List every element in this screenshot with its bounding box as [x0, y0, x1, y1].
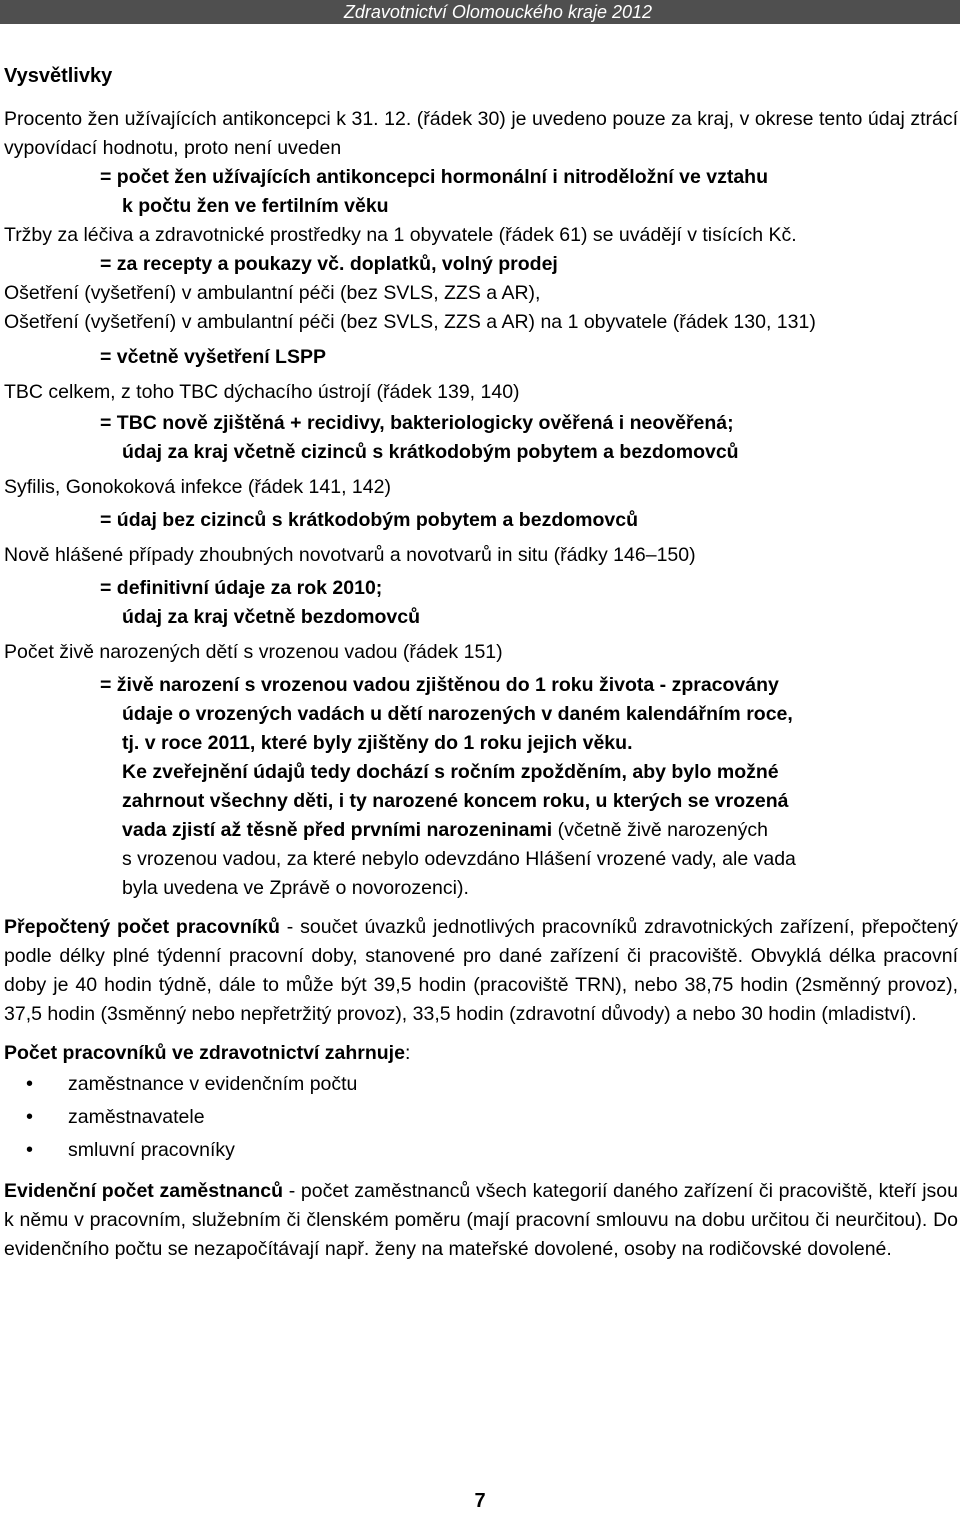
note-fte-term: Přepočtený počet pracovníků	[4, 916, 280, 938]
document-body	[4, 62, 958, 1264]
note-tbc: TBC celkem, z toho TBC dýchacího ústrojí (řádek 139, 140)	[4, 381, 520, 403]
note-syphilis-def: = údaj bez cizinců s krátkodobým pobytem a bezdomovců	[100, 509, 638, 531]
note-birth-defects-def-7: s vrozenou vadou, za které nebylo odevzdáno Hlášení vrozené vady, ale vada	[122, 848, 796, 870]
note-drug-sales: Tržby za léčiva a zdravotnické prostředky na 1 obyvatele (řádek 61) se uvádějí v tisících Kč.	[4, 224, 797, 246]
note-birth-defects-def-3: tj. v roce 2011, které byly zjištěny do 1 roku jejich věku.	[122, 732, 633, 754]
note-fte-workers	[4, 913, 958, 1029]
note-neoplasm-def-2: údaj za kraj včetně bezdomovců	[122, 606, 421, 628]
note-workers-includes-colon: :	[404, 1042, 411, 1064]
list-item: • zaměstnavatele	[4, 1101, 958, 1134]
section-heading: Vysvětlivky	[4, 65, 113, 87]
note-drug-sales-def: = za recepty a poukazy vč. doplatků, volný prodej	[100, 253, 558, 275]
workers-includes-list	[4, 1068, 958, 1167]
note-fte-text: - součet úvazků jednotlivých pracovníků zdravotnických zařízení, přepočtený podle délky plné týdenní pracovní doby, stanovené pro dané zařízení či pracoviště. Obvyklá délka pracovní doby je 40 hodin týdně, dále to může být 39,5 hodin (pracoviště TRN), nebo 38,75 hodin (2směnný provoz), 37,5 hodin (3směnný nebo nepřetržitý provoz), 33,5 hodin (zdravotní důvody) a nebo 30 hodin (mladiství).	[4, 916, 958, 1025]
running-header-title: Zdravotnictví Olomouckého kraje 2012	[343, 2, 652, 22]
running-header	[0, 0, 960, 24]
note-birth-defects-def-6	[122, 816, 958, 845]
note-tbc-def-1: = TBC nově zjištěná + recidivy, bakteriologicky ověřená i neověřená;	[100, 412, 734, 434]
note-contraception: Procento žen užívajících antikoncepci k 31. 12. (řádek 30) je uvedeno pouze za kraj, v okrese tento údaj ztrácí vypovídací hodnotu, proto není uveden	[4, 108, 958, 159]
note-treatment-line-2: Ošetření (vyšetření) v ambulantní péči (bez SVLS, ZZS a AR) na 1 obyvatele (řádek 130, 131)	[4, 311, 816, 333]
note-contraception-def-1: = počet žen užívajících antikoncepci hormonální i nitroděložní ve vztahu	[100, 166, 768, 188]
note-birth-defects-def-5: zahrnout všechny děti, i ty narozené koncem roku, u kterých se vrozená	[122, 790, 789, 812]
note-workers-includes-term: Počet pracovníků ve zdravotnictví zahrnuje	[4, 1042, 405, 1064]
note-birth-defects-def-4: Ke zveřejnění údajů tedy dochází s ročním zpožděním, aby bylo možné	[122, 761, 779, 783]
page-number: 7	[474, 1490, 486, 1512]
note-birth-defects-def-6-rest: (včetně živě narozených	[552, 819, 768, 841]
note-neoplasm-def-1: = definitivní údaje za rok 2010;	[100, 577, 383, 599]
note-birth-defects-def-2: údaje o vrozených vadách u dětí narozených v daném kalendářním roce,	[122, 703, 793, 725]
list-item: • smluvní pracovníky	[4, 1134, 958, 1167]
note-birth-defects-def-8: byla uvedena ve Zprávě o novorozenci).	[122, 877, 469, 899]
note-treatment-line-1: Ošetření (vyšetření) v ambulantní péči (bez SVLS, ZZS a AR),	[4, 282, 541, 304]
note-birth-defects-def-1: = živě narození s vrozenou vadou zjištěnou do 1 roku života - zpracovány	[100, 674, 779, 696]
note-tbc-def-2: údaj za kraj včetně cizinců s krátkodobým pobytem a bezdomovců	[122, 441, 739, 463]
note-registered-employees	[4, 1177, 958, 1264]
note-contraception-def-2: k počtu žen ve fertilním věku	[122, 195, 389, 217]
note-birth-defects: Počet živě narozených dětí s vrozenou vadou (řádek 151)	[4, 641, 503, 663]
list-item: • zaměstnance v evidenčním počtu	[4, 1068, 958, 1101]
note-syphilis: Syfilis, Gonokoková infekce (řádek 141, 142)	[4, 476, 391, 498]
note-birth-defects-def-6-bold: vada zjistí až těsně před prvními narozeninami	[122, 819, 553, 841]
note-registered-employees-term: Evidenční počet zaměstnanců	[4, 1180, 284, 1202]
note-treatment-def: = včetně vyšetření LSPP	[100, 346, 326, 368]
note-registered-employees-text: - počet zaměstnanců všech kategorií daného zařízení či pracoviště, kteří jsou k němu v pracovním, služebním či členském poměru (mají pracovní smlouvu na dobu určitou či neurčitou). Do evidenčního počtu se nezapočítávají např. ženy na mateřské dovolené, osoby na rodičovské dovolené.	[4, 1180, 958, 1260]
note-workers-includes	[4, 1039, 958, 1068]
note-neoplasm: Nově hlášené případy zhoubných novotvarů a novotvarů in situ (řádky 146–150)	[4, 544, 696, 566]
